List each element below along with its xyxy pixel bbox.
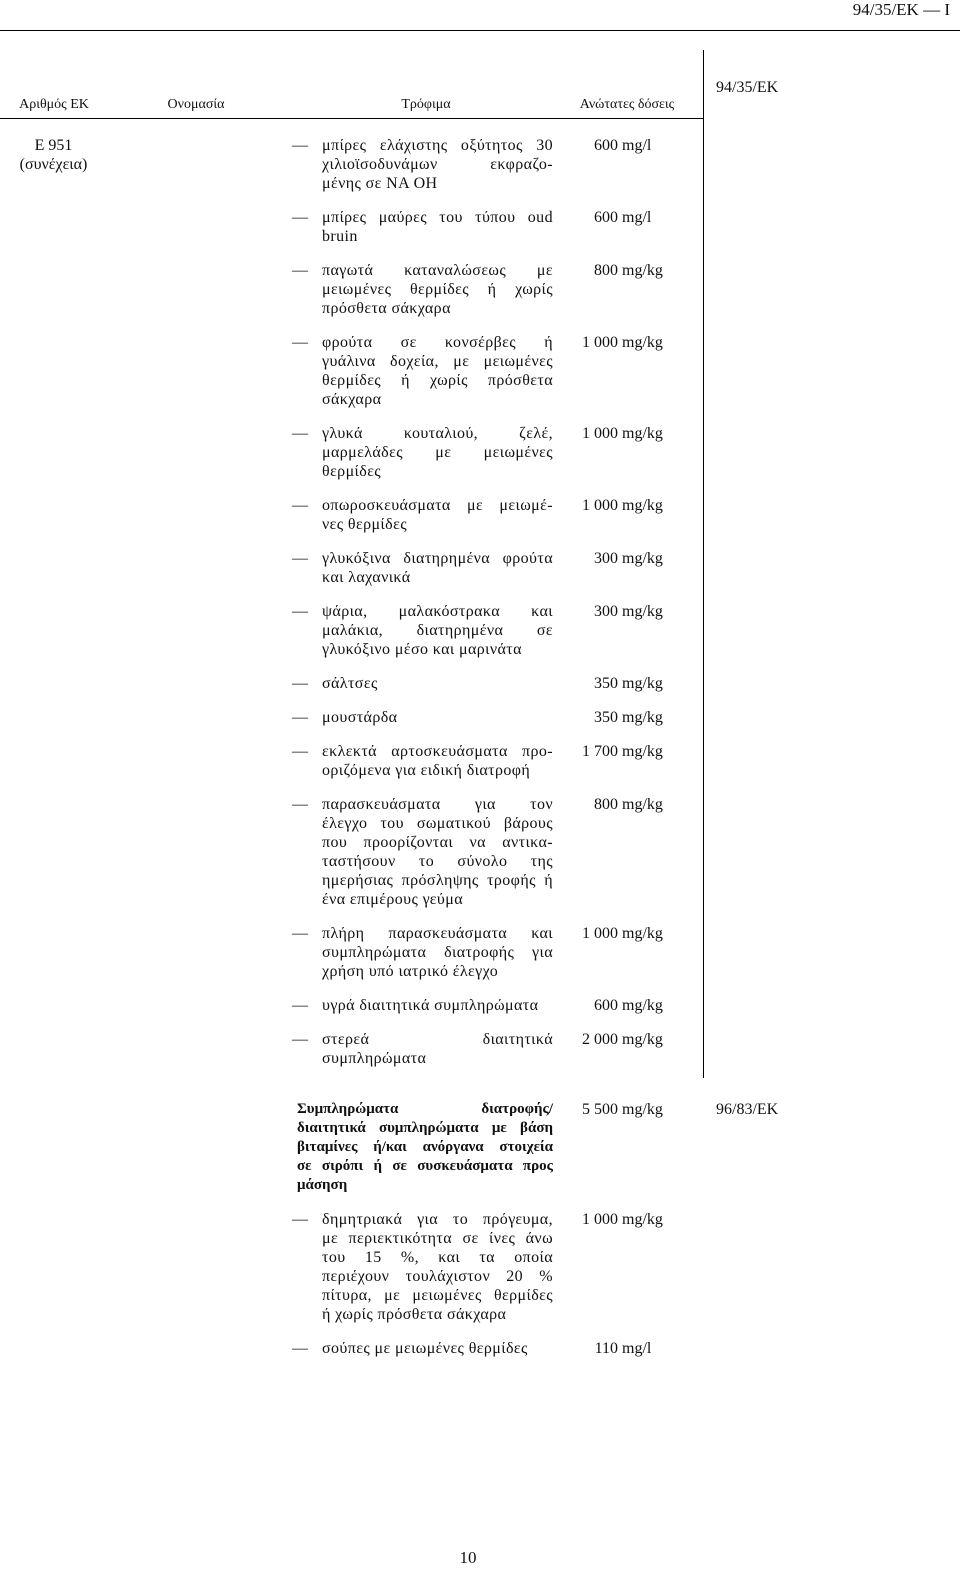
food-line: του 15 %, και τα οποία [322, 1249, 553, 1266]
dose-unit: mg/kg [622, 603, 663, 620]
directive-reference: 94/35/ΕΚ [716, 79, 779, 96]
dose-value: 800 [594, 262, 618, 279]
dose-value: 350 [594, 675, 618, 692]
food-row [0, 708, 703, 727]
food-line: σάλτσες [322, 675, 378, 692]
max-dose [576, 1100, 663, 1119]
dash-marker: — [292, 709, 308, 726]
dose-unit: mg/l [622, 137, 652, 154]
dose-unit: mg/l [622, 1340, 652, 1357]
column-header-max-doses: Ανώτατες δόσεις [579, 97, 675, 112]
max-dose [576, 549, 663, 568]
max-dose [576, 795, 663, 814]
food-description [322, 1210, 553, 1324]
dose-value: 600 [594, 997, 618, 1014]
food-row [0, 602, 703, 659]
dash-marker: — [292, 137, 308, 154]
dash-marker: — [292, 1031, 308, 1048]
directive-reference: 96/83/ΕΚ [716, 1101, 779, 1118]
food-line: ψάρια, μαλακόστρακα και [322, 603, 553, 620]
food-line: οπωροσκευάσματα με μειωμέ- [322, 497, 553, 514]
food-line: πίτυρα, με μειωμένες θερμίδες [322, 1287, 553, 1304]
dash-marker: — [292, 334, 308, 351]
food-row [0, 996, 703, 1015]
dose-unit: mg/kg [622, 1101, 663, 1118]
max-dose [576, 602, 663, 621]
food-line: μπίρες ελάχιστης οξύτητος 30 [322, 137, 553, 154]
max-dose [576, 424, 663, 443]
dose-unit: mg/kg [622, 709, 663, 726]
food-row [0, 424, 703, 481]
supplement-category-row [0, 1100, 779, 1195]
food-line: οριζόμενα για ειδική διατροφή [322, 762, 531, 779]
food-line: που προορίζονται να αντικα- [322, 834, 553, 851]
food-line: γλυκά κουταλιού, ζελέ, [322, 425, 553, 442]
dash-marker: — [292, 550, 308, 567]
food-row [0, 136, 703, 193]
food-row [0, 924, 703, 981]
dose-value: 110 [594, 1340, 618, 1357]
food-description [322, 674, 553, 693]
dose-value: 1 000 [582, 925, 618, 942]
food-line: σάκχαρα [322, 391, 382, 408]
food-row [0, 261, 703, 318]
dose-unit: mg/kg [622, 675, 663, 692]
dose-unit: mg/kg [622, 1031, 663, 1048]
max-dose [576, 996, 663, 1015]
food-row [0, 795, 703, 909]
dash-marker: — [292, 1340, 308, 1357]
supplement-list [0, 1100, 779, 1373]
food-row [0, 208, 703, 246]
dose-unit: mg/kg [622, 262, 663, 279]
dose-unit: mg/l [622, 209, 652, 226]
column-header-foods: Τρόφιμα [401, 97, 451, 112]
food-line: συμπληρώματα διατροφής για [322, 944, 553, 961]
dash-marker: — [292, 997, 308, 1014]
dash-marker: — [292, 425, 308, 442]
food-description [322, 708, 553, 727]
dose-unit: mg/kg [622, 497, 663, 514]
dose-value: 1 000 [582, 1211, 618, 1228]
food-line: μουστάρδα [322, 709, 398, 726]
food-description [297, 1100, 553, 1195]
max-dose [576, 496, 663, 515]
food-line: ημερήσιας πρόσληψης τροφής ή [322, 872, 553, 889]
food-row [0, 1210, 703, 1324]
dash-marker: — [292, 209, 308, 226]
food-row [0, 1339, 703, 1358]
dose-unit: mg/kg [622, 796, 663, 813]
food-row [0, 333, 703, 409]
dose-value: 600 [594, 209, 618, 226]
food-line: μαρμελάδες με μειωμένες [322, 444, 553, 461]
food-line: συμπληρώματα [322, 1050, 427, 1067]
food-line: δημητριακά για το πρόγευμα, [322, 1211, 553, 1228]
food-line: χρήση υπό ιατρικό έλεγχο [322, 963, 499, 980]
dose-value: 2 000 [582, 1031, 618, 1048]
max-dose [576, 742, 663, 761]
dose-unit: mg/kg [622, 425, 663, 442]
food-description [322, 208, 553, 246]
food-line: Συμπληρώματα διατροφής/ [297, 1101, 553, 1117]
dose-unit: mg/kg [622, 334, 663, 351]
food-line: γλυκόξινο μέσο και μαρινάτα [322, 641, 522, 658]
food-line: θερμίδες ή χωρίς πρόσθετα [322, 372, 553, 389]
food-line: σούπες με μειωμένες θερμίδες [322, 1340, 528, 1357]
dash-marker: — [292, 675, 308, 692]
food-line: σε σιρόπι ή σε συσκευάσματα προς [297, 1158, 553, 1174]
dose-value: 1 000 [582, 497, 618, 514]
food-row [0, 1030, 703, 1068]
food-row [0, 742, 703, 780]
food-line: πλήρη παρασκευάσματα και [322, 925, 553, 942]
dose-unit: mg/kg [622, 925, 663, 942]
food-line: πρόσθετα σάκχαρα [322, 300, 451, 317]
max-dose [576, 708, 663, 727]
dose-value: 1 000 [582, 334, 618, 351]
dash-marker: — [292, 262, 308, 279]
food-line: bruin [322, 228, 358, 245]
food-description [322, 496, 553, 534]
dose-value: 300 [594, 603, 618, 620]
dose-value: 350 [594, 709, 618, 726]
food-line: με περιεκτικότητα σε ίνες άνω [322, 1230, 553, 1247]
food-description [322, 924, 553, 981]
food-line: περιέχουν τουλάχιστον 20 % [322, 1268, 553, 1285]
dose-unit: mg/kg [622, 997, 663, 1014]
continuation-note: (συνέχεια) [19, 156, 88, 173]
column-divider [703, 50, 704, 1078]
max-dose [576, 136, 651, 155]
food-description [322, 424, 553, 481]
food-description [322, 996, 553, 1015]
max-dose [576, 1030, 663, 1049]
food-line: ταστήσουν το σύνολο της [322, 853, 553, 870]
dash-marker: — [292, 743, 308, 760]
food-line: φρούτα σε κονσέρβες ή [322, 334, 553, 351]
food-line: διαιτητικά συμπληρώματα με βάση [297, 1120, 553, 1136]
food-line: θερμίδες [322, 463, 382, 480]
food-description [322, 1339, 553, 1358]
food-description [322, 1030, 553, 1068]
dose-unit: mg/kg [622, 550, 663, 567]
food-line: μαλάκια, διατηρημένα σε [322, 622, 553, 639]
dose-unit: mg/kg [622, 1211, 663, 1228]
food-description [322, 602, 553, 659]
column-header-number: Αριθμός ΕΚ [19, 97, 89, 112]
dose-value: 1 700 [582, 743, 618, 760]
column-header-name: Ονομασία [167, 97, 225, 112]
food-line: μάσηση [297, 1177, 348, 1193]
food-line: μένης σε ΝΑ ΟΗ [322, 175, 438, 192]
dash-marker: — [292, 603, 308, 620]
dose-unit: mg/kg [622, 743, 663, 760]
food-line: και λαχανικά [322, 569, 411, 586]
food-row [0, 549, 703, 587]
header-rule [0, 30, 960, 31]
food-description [322, 333, 553, 409]
dose-value: 1 000 [582, 425, 618, 442]
food-line: μειωμένες θερμίδες ή χωρίς [322, 281, 553, 298]
max-dose [576, 674, 663, 693]
food-line: ένα επιμέρους γεύμα [322, 891, 463, 908]
max-dose [576, 333, 663, 352]
food-list [0, 136, 703, 1083]
food-description [322, 261, 553, 318]
max-dose [576, 1339, 651, 1358]
food-line: παρασκευάσματα για τον [322, 796, 553, 813]
food-line: ή χωρίς πρόσθετα σάκχαρα [322, 1306, 507, 1323]
dash-marker: — [292, 796, 308, 813]
food-line: έλεγχο του σωματικού βάρους [322, 815, 553, 832]
food-description [322, 742, 553, 780]
dash-marker: — [292, 925, 308, 942]
food-line: γυάλινα δοχεία, με μειωμένες [322, 353, 553, 370]
food-line: παγωτά καταναλώσεως με [322, 262, 553, 279]
food-line: υγρά διαιτητικά συμπληρώματα [322, 997, 539, 1014]
dose-value: 800 [594, 796, 618, 813]
dose-value: 5 500 [582, 1101, 618, 1118]
food-row [0, 496, 703, 534]
max-dose [576, 924, 663, 943]
food-row [0, 674, 703, 693]
page-number: 10 [459, 1548, 477, 1567]
food-description [322, 795, 553, 909]
dash-marker: — [292, 1211, 308, 1228]
food-description [322, 549, 553, 587]
food-line: εκλεκτά αρτοσκευάσματα προ- [322, 743, 553, 760]
food-line: μπίρες μαύρες του τύπου oud [322, 209, 553, 226]
table-header-rule [0, 118, 703, 119]
food-line: γλυκόξινα διατηρημένα φρούτα [322, 550, 553, 567]
food-line: βιταμίνες ή/και ανόργανα στοιχεία [297, 1139, 553, 1155]
food-line: νες θερμίδες [322, 516, 407, 533]
food-line: χιλιοϊσοδυνάμων εκφραζο- [322, 156, 553, 173]
additive-number: Ε 951 [34, 137, 73, 154]
dash-marker: — [292, 497, 308, 514]
max-dose [576, 208, 651, 227]
running-header: 94/35/ΕΚ — Ι [852, 0, 950, 19]
dose-value: 300 [594, 550, 618, 567]
dose-value: 600 [594, 137, 618, 154]
food-description [322, 136, 553, 193]
max-dose [576, 261, 663, 280]
food-line: στερεά διαιτητικά [322, 1031, 553, 1048]
max-dose [576, 1210, 663, 1229]
